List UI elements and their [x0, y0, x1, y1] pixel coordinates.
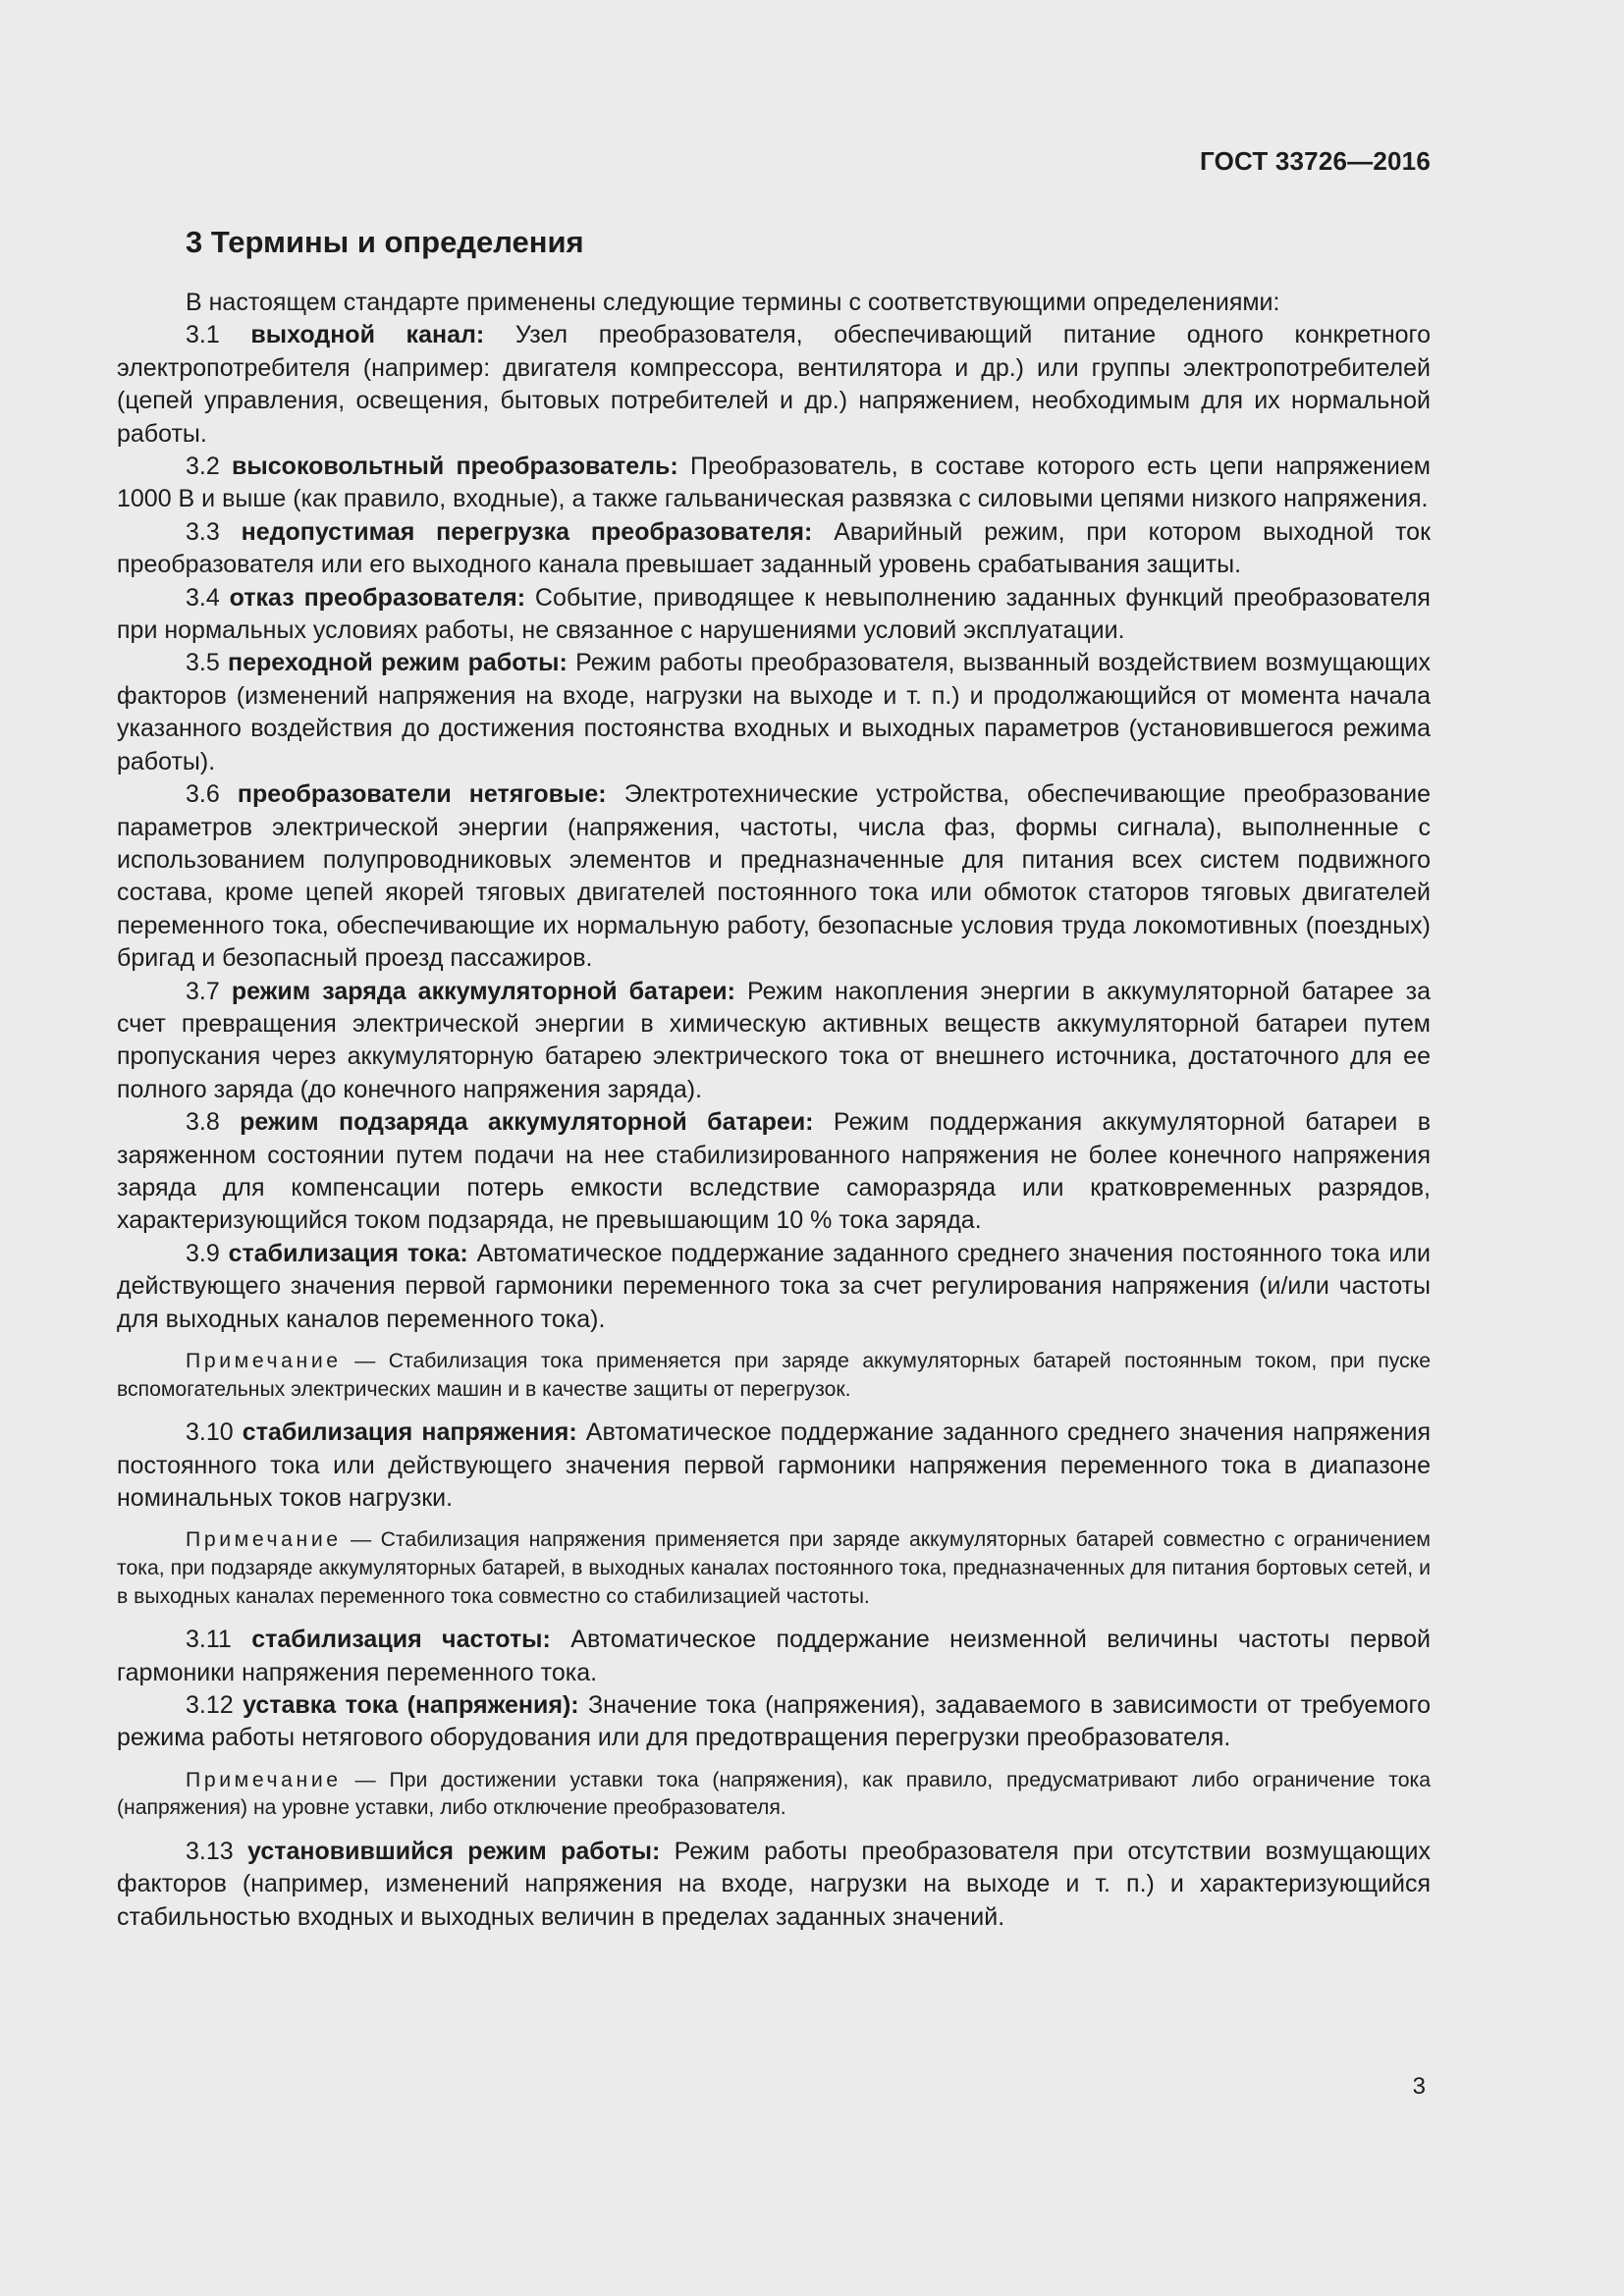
term-entry [117, 582, 1431, 648]
term-entry [117, 778, 1431, 975]
term-name: стабилизация тока: [228, 1239, 468, 1267]
term-entry [117, 1624, 1431, 1689]
term-entry [117, 976, 1431, 1107]
term-entry [117, 319, 1431, 451]
section-intro: В настоящем стандарте применены следующие термины с соответствующими определениями: [186, 289, 1280, 316]
note-text: При достижении уставки тока (напряжения), как правило, предусматривают либо ограничение тока (напряжения) на уровне уставки, либо отключение преобразователя. [117, 1768, 1432, 1820]
term-definition: Автоматическое поддержание неизменной величины частоты первой гармоники напряжения переменного тока. [117, 1626, 1432, 1686]
section-body [117, 287, 1431, 1934]
term-name: переходной режим работы: [228, 649, 568, 677]
term-entry [117, 1689, 1431, 1755]
term-name: стабилизация частоты: [251, 1626, 551, 1654]
term-definition: Режим накопления энергии в аккумуляторной батарее за счет превращения электрической энергии в химическую активных веществ аккумуляторной батареи путем пропускания через аккумуляторную батарею электрического тока от внешнего источника, достаточного для ее полного заряда (до конечного напряжения заряда). [117, 977, 1432, 1103]
term-name: отказ преобразователя: [229, 583, 526, 612]
note-label: Примечание [186, 1350, 342, 1372]
term-entry [117, 1238, 1431, 1336]
term-name: стабилизация напряжения: [242, 1418, 577, 1447]
note-label: Примечание [186, 1528, 342, 1552]
note-dash: — [354, 1350, 376, 1372]
term-entry [117, 1836, 1431, 1934]
term-definition: Преобразователь, в составе которого есть цепи напряжением 1000 В и выше (как правило, входные), а также гальваническая развязка с силовыми цепями низкого напряжения. [117, 453, 1431, 513]
term-name: высоковольтный преобразователь: [232, 453, 678, 481]
term-note [117, 1526, 1431, 1611]
term-definition: Аварийный режим, при котором выходной ток преобразователя или его выходного канала превышает заданный уровень срабатывания защиты. [117, 517, 1432, 579]
term-number: 3.4 [186, 583, 220, 612]
term-name: преобразователи нетяговые: [237, 780, 607, 809]
term-number: 3.1 [186, 321, 220, 349]
term-number: 3.2 [186, 453, 220, 481]
note-label: Примечание [186, 1768, 342, 1791]
term-entry [117, 451, 1431, 516]
term-definition: Режим работы преобразователя, вызванный воздействием возмущающих факторов (изменений напряжения на входе, нагрузки на выходе и т. п.) и продолжающийся от момента начала указанного воздействия до достижения постоянства входных и выходных параметров (установившегося режима работы). [117, 649, 1431, 775]
term-entry [117, 1416, 1431, 1515]
term-name: режим подзаряда аккумуляторной батареи: [240, 1108, 814, 1137]
note-dash: — [351, 1528, 372, 1552]
term-note [117, 1348, 1431, 1404]
document-code: ГОСТ 33726—2016 [1200, 146, 1431, 176]
term-number: 3.13 [186, 1838, 234, 1865]
section-title: 3 Термины и определения [186, 225, 584, 259]
term-name: недопустимая перегрузка преобразователя: [241, 517, 813, 546]
term-number: 3.3 [186, 517, 220, 546]
term-entry [117, 647, 1431, 778]
term-definition: Автоматическое поддержание заданного среднего значения напряжения постоянного тока или действующего значения первой гармоники напряжения переменного тока в диапазоне номинальных токов нагрузки. [117, 1418, 1432, 1512]
page-number: 3 [1412, 2073, 1426, 2100]
term-number: 3.5 [186, 649, 220, 677]
term-name: выходной канал: [250, 321, 485, 349]
term-number: 3.6 [186, 780, 220, 809]
term-definition: Электротехнические устройства, обеспечивающие преобразование параметров электрической энергии (напряжения, частоты, числа фаз, формы сигнала), выполненные с использованием полупроводниковых элементов и предназначенные для питания всех систем подвижного состава, кроме цепей якорей тяговых двигателей постоянного тока или обмоток статоров тяговых двигателей переменного тока, обеспечивающие их нормальную работу, безопасные условия труда локомотивных (поездных) бригад и безопасный проезд пассажиров. [117, 780, 1432, 973]
term-entry [117, 1106, 1431, 1238]
term-number: 3.11 [186, 1626, 232, 1654]
term-note [117, 1767, 1431, 1823]
term-name: установившийся режим работы: [247, 1838, 661, 1865]
term-definition: Событие, приводящее к невыполнению заданных функций преобразователя при нормальных условиях работы, не связанное с нарушениями условий эксплуатации. [117, 583, 1431, 645]
term-number: 3.10 [186, 1418, 234, 1447]
term-definition: Режим работы преобразователя при отсутствии возмущающих факторов (например, изменений напряжения на входе, нагрузки на выходе и т. п.) и характеризующийся стабильностью входных и выходных величин в пределах заданных значений. [117, 1838, 1431, 1931]
term-definition: Значение тока (напряжения), задаваемого в зависимости от требуемого режима работы нетягового оборудования или для предотвращения перегрузки преобразователя. [117, 1691, 1432, 1752]
term-number: 3.7 [186, 977, 220, 1005]
term-number: 3.9 [186, 1239, 220, 1267]
note-text: Стабилизация напряжения применяется при заряде аккумуляторных батарей совместно с ограничением тока, при подзаряде аккумуляторных батарей, в выходных каналах постоянного тока, предназначенных для питания бортовых сетей, и в выходных каналах переменного тока совместно со стабилизацией частоты. [117, 1528, 1432, 1608]
term-definition: Узел преобразователя, обеспечивающий питание одного конкретного электропотребителя (например: двигателя компрессора, вентилятора и др.) или группы электропотребителей (цепей управления, освещения, бытовых потребителей и др.) напряжением, необходимым для их нормальной работы. [117, 321, 1432, 448]
term-name: уставка тока (напряжения): [243, 1691, 579, 1719]
term-entry [117, 516, 1431, 582]
term-number: 3.12 [186, 1691, 234, 1719]
note-dash: — [354, 1768, 376, 1791]
term-number: 3.8 [186, 1108, 220, 1137]
term-definition: Автоматическое поддержание заданного среднего значения постоянного тока или действующего значения первой гармоники переменного тока за счет регулирования напряжения (и/или частоты для выходных каналов переменного тока). [117, 1239, 1432, 1333]
term-definition: Режим поддержания аккумуляторной батареи в заряженном состоянии путем подачи на нее стабилизированного напряжения не более конечного напряжения заряда для компенсации потерь емкости вследствие саморазряда или кратковременных разрядов, характеризующийся током подзаряда, не превышающим 10 % тока заряда. [117, 1108, 1432, 1235]
note-text: Стабилизация тока применяется при заряде аккумуляторных батарей постоянным током, при пуске вспомогательных электрических машин и в качестве защиты от перегрузок. [117, 1350, 1431, 1401]
term-name: режим заряда аккумуляторной батареи: [231, 977, 735, 1005]
